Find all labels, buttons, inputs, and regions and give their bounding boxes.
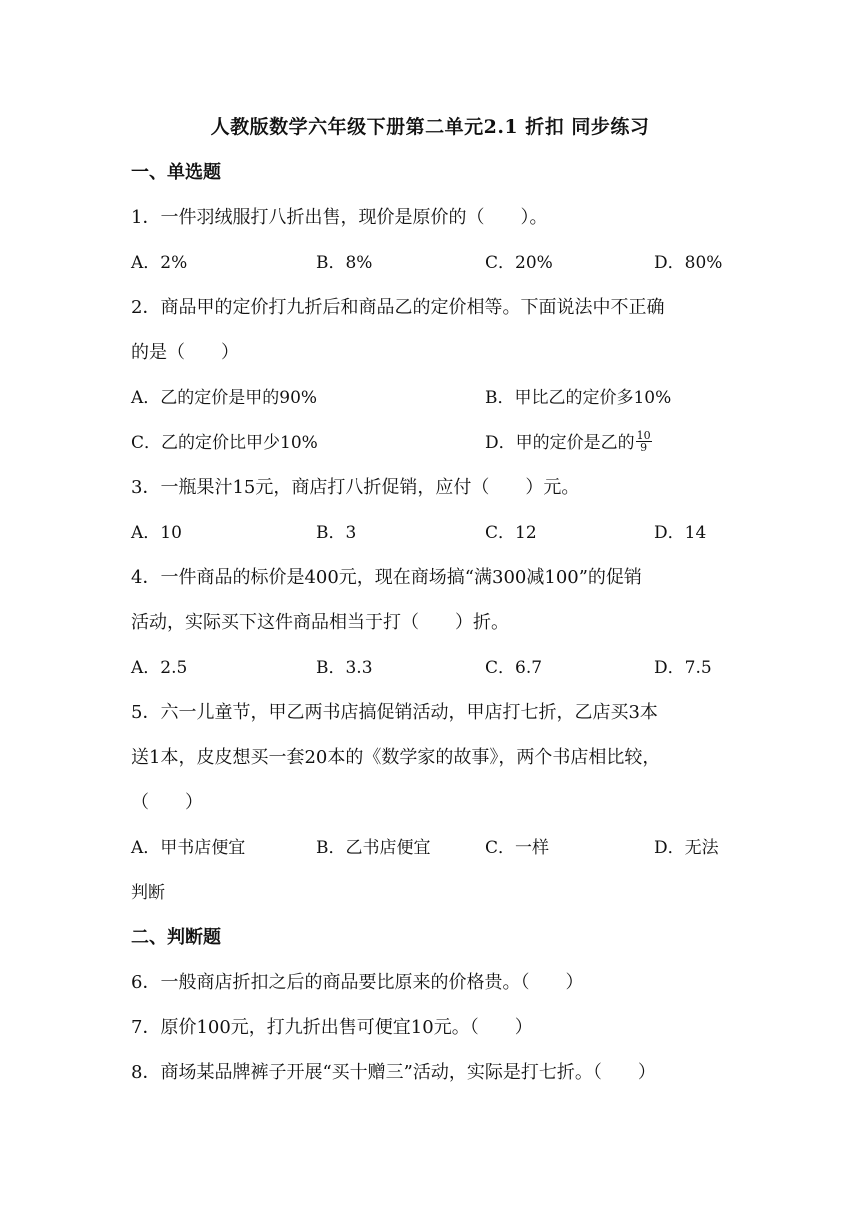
question-5-stem-line-1: 5．六一儿童节，甲乙两书店搞促销活动，甲店打七折，乙店买3本 [131,702,658,723]
q5-option-b: B．乙书店便宜 [316,838,431,858]
question-5-stem-line-2: 送1本，皮皮想买一套20本的《数学家的故事》，两个书店相比较， [131,747,661,768]
question-1-stem: 1．一件羽绒服打八折出售，现价是原价的（ ）。 [131,207,548,228]
fraction-numerator: 10 [636,429,651,442]
q4-option-b: B．3.3 [316,658,373,678]
q3-option-a: A．10 [131,523,182,543]
page-title: 人教版数学六年级下册第二单元2.1 折扣 同步练习 [210,116,650,138]
question-3-stem: 3．一瓶果汁15元，商店打八折促销，应付（ ）元。 [131,477,580,498]
q1-option-b: B．8% [316,253,373,273]
question-6-stem: 6．一般商店折扣之后的商品要比原来的价格贵。（ ） [131,972,584,993]
q2-option-c: C．乙的定价比甲少10% [131,433,318,453]
section-heading-single-choice: 一、单选题 [131,162,221,183]
q5-option-c: C．一样 [485,838,550,858]
q1-option-a: A．2% [131,253,188,273]
question-4-stem-line-2: 活动，实际买下这件商品相当于打（ ）折。 [131,612,509,633]
q1-option-c: C．20% [485,253,553,273]
question-8-stem: 8．商场某品牌裤子开展“买十赠三”活动，实际是打七折。（ ） [131,1062,656,1083]
question-5-stem-line-3: （ ） [131,792,203,813]
q2-option-d [485,431,652,455]
q2-option-b: B．甲比乙的定价多10% [485,388,672,408]
question-2-stem-line-2: 的是（ ） [131,342,239,363]
section-heading-true-false: 二、判断题 [131,927,221,948]
q5-option-d-wrap: 判断 [131,883,165,903]
q2-option-a: A．乙的定价是甲的90% [131,388,318,408]
q3-option-c: C．12 [485,523,537,543]
q4-option-a: A．2.5 [131,658,188,678]
q5-option-a: A．甲书店便宜 [131,838,246,858]
q3-option-d: D．14 [654,523,707,543]
fraction-denominator: 9 [640,441,648,454]
question-2-stem-line-1: 2．商品甲的定价打九折后和商品乙的定价相等。下面说法中不正确 [131,297,665,318]
fraction-ten-ninths [636,430,652,453]
question-4-stem-line-1: 4．一件商品的标价是400元，现在商场搞“满300减100”的促销 [131,567,642,588]
q2-option-d-text: D．甲的定价是乙的 [485,433,635,453]
q1-option-d: D．80% [654,253,723,273]
q4-option-d: D．7.5 [654,658,712,678]
q5-option-d: D．无法 [654,838,719,858]
q3-option-b: B．3 [316,523,357,543]
q4-option-c: C．6.7 [485,658,543,678]
question-7-stem: 7．原价100元，打九折出售可便宜10元。（ ） [131,1017,533,1038]
